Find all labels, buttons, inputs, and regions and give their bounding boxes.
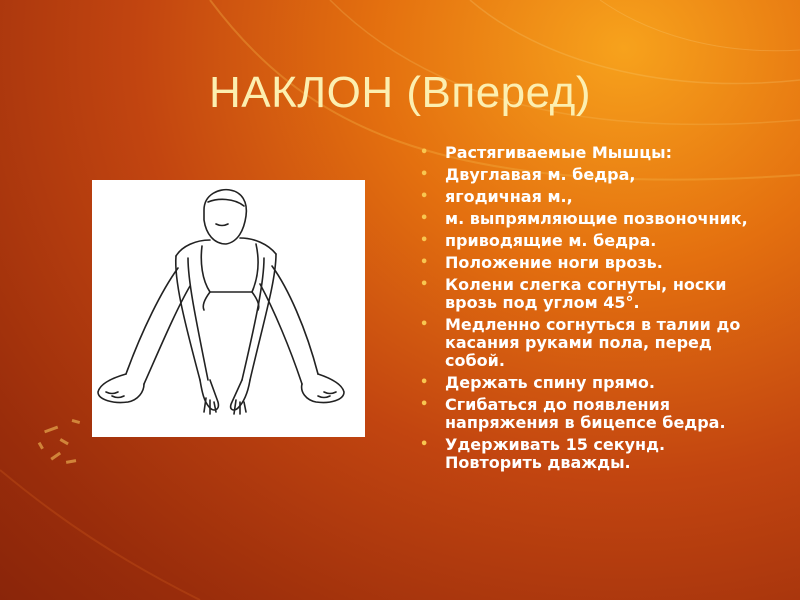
list-item bbox=[420, 374, 760, 392]
list-item-text: Колени слегка согнуты, носки врозь под углом 45°. bbox=[445, 275, 727, 312]
list-item bbox=[420, 188, 760, 206]
list-item-text: приводящие м. бедра. bbox=[445, 231, 657, 250]
list-item-text: Медленно согнуться в талии до касания руками пола, перед собой. bbox=[445, 315, 741, 370]
bullet-icon: • bbox=[420, 277, 429, 292]
bullet-icon: • bbox=[420, 397, 429, 412]
bullet-icon: • bbox=[420, 167, 429, 182]
list-item bbox=[420, 276, 760, 312]
bullet-icon: • bbox=[420, 255, 429, 270]
list-item-text: Сгибаться до появления напряжения в бицепсе бедра. bbox=[445, 395, 726, 432]
list-item bbox=[420, 232, 760, 250]
list-item bbox=[420, 436, 760, 472]
list-item-text: м. выпрямляющие позвоночник, bbox=[445, 209, 748, 228]
list-item-text: Растягиваемые Мышцы: bbox=[445, 143, 672, 162]
list-item bbox=[420, 210, 760, 228]
list-item-text: ягодичная м., bbox=[445, 187, 573, 206]
bullet-icon: • bbox=[420, 233, 429, 248]
bullet-icon: • bbox=[420, 317, 429, 332]
bullet-icon: • bbox=[420, 437, 429, 452]
list-item bbox=[420, 396, 760, 432]
confetti-decoration bbox=[38, 419, 80, 464]
list-item bbox=[420, 144, 760, 162]
list-item-text: Удерживать 15 секунд. Повторить дважды. bbox=[445, 435, 666, 472]
list-item-text: Двуглавая м. бедра, bbox=[445, 165, 636, 184]
list-item bbox=[420, 166, 760, 184]
bullet-icon: • bbox=[420, 211, 429, 226]
exercise-instructions-list bbox=[420, 144, 760, 476]
bullet-icon: • bbox=[420, 145, 429, 160]
forward-bend-figure-drawing bbox=[92, 180, 365, 437]
bullet-icon: • bbox=[420, 189, 429, 204]
slide-title: НАКЛОН (Вперед) bbox=[209, 68, 591, 117]
list-item bbox=[420, 254, 760, 272]
list-item bbox=[420, 316, 760, 370]
list-item-text: Держать спину прямо. bbox=[445, 373, 655, 392]
list-item-text: Положение ноги врозь. bbox=[445, 253, 663, 272]
exercise-illustration bbox=[92, 180, 365, 437]
bullet-icon: • bbox=[420, 375, 429, 390]
